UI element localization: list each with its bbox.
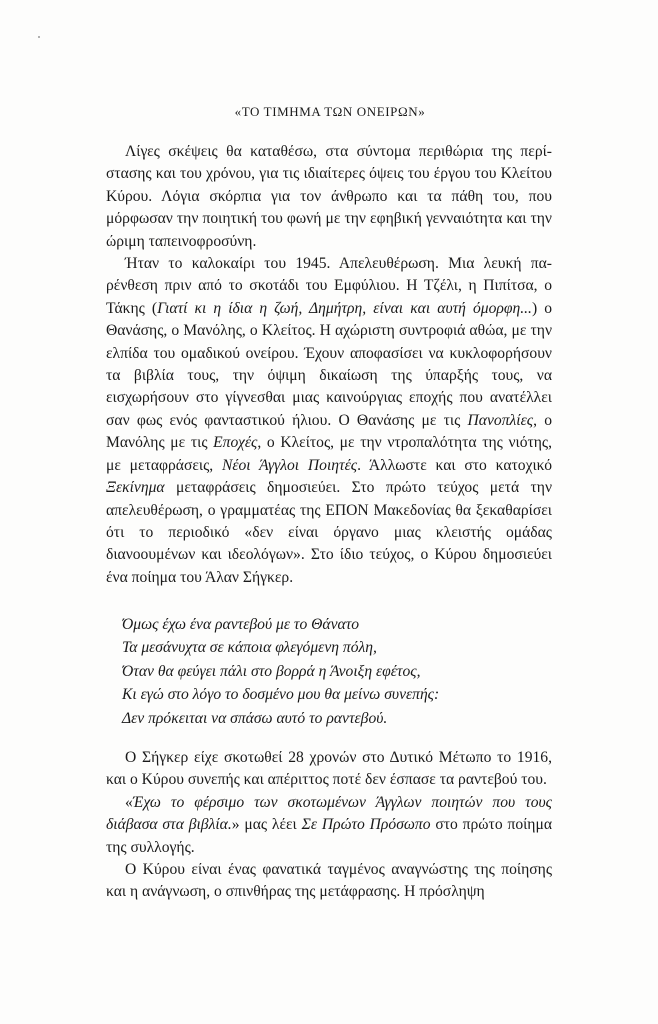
body-text-top xyxy=(106,141,552,589)
paragraph xyxy=(106,141,552,253)
italic-text: Σε Πρώτο Πρόσωπο xyxy=(301,816,431,834)
text-run: « xyxy=(125,793,133,811)
italic-text: Πανοπλίες xyxy=(467,411,534,429)
paragraph xyxy=(106,253,552,589)
paragraph xyxy=(106,792,552,859)
text-run: , ο Κλείτος, με την ντροπαλότητα της νιότης, με μεταφράσεις, xyxy=(106,434,552,474)
text-run: » μας λέει xyxy=(231,816,302,834)
poem-line: Κι εγώ στο λόγο το δοσμένο μου θα μείνω συνεπής: xyxy=(122,686,440,704)
text-run: Λίγες σκέψεις θα καταθέσω, στα σύντομα περιθώρια της περίστασης και του χρόνου, για τις ιδιαίτερες όψεις του έργου του Κλείτου Κύρου. Λόγια σκόρπια για τον άνθρωπο και τα πάθη του, που μόρφωσαν την ποιητική του φωνή με την εφηβική γενναιότητα και την ώριμη ταπεινοφροσύνη. xyxy=(106,143,552,250)
italic-text: Έχω το φέρσιμο των σκοτωμένων Άγγλων ποιητών που τους διάβασα στα βιβλία. xyxy=(106,793,552,834)
poem-line: Τα μεσάνυχτα σε κάποια φλεγόμενη πόλη, xyxy=(122,639,377,657)
text-run: Ο Κύρου είναι ένας φανατικά ταγμένος αναγνώστης της ποίησης και η ανάγνωση, ο σπινθήρας της μετάφρασης. Η πρόσληψη xyxy=(106,861,552,901)
text-run: Ο Σήγκερ είχε σκοτωθεί 28 χρονών στο Δυτικό Μέτωπο το 1916, και ο Κύρου συνεπής και απέριττος ποτέ δεν έσπασε τα ραντεβού του. xyxy=(106,749,552,789)
text-run: , ο Μανόλης με τις xyxy=(106,411,552,452)
text-run: στο πρώτο ποίημα της συλλογής. xyxy=(106,816,552,856)
text-run: μεταφράσεις δημοσιεύει. Στο πρώτο τεύχος μετά την απελευθέρωση, ο γραμματέας της ΕΠΟΝ Μακεδονίας θα ξεκαθαρίσει ότι το περιοδικό «δεν είναι όργανο μιας κλειστής ομάδας διανοουμένων και ιδεολόγων». Στο ίδιο τεύχος, ο Κύρου δημοσιεύει ένα ποίημα του Άλαν Σήγκερ. xyxy=(106,479,552,586)
italic-text: Νέοι Άγγλοι Ποιητές xyxy=(221,456,358,474)
paragraph xyxy=(106,747,552,792)
text-run: ) ο Θανάσης, ο Μανόλης, ο Κλείτος. Η αχώριστη συντροφιά αθώα, με την ελπίδα του ομαδικού ονείρου. Έχουν αποφασίσει να κυκλοφορήσουν τα βιβλία τους, την όψιμη δικαίωση της ύπαρξής τους, να εισχωρήσουν στο γίγνεσθαι μιας καινούργιας εποχής που ανατέλλει σαν φως ενός φανταστικού ήλιου. Ο Θανάσης με τις xyxy=(106,299,553,429)
text-run: . Άλλωστε και στο κατοχικό xyxy=(357,456,552,474)
italic-text: Γιατί κι η ίδια η ζωή, Δημήτρη, είναι και αυτή όμορφη... xyxy=(157,299,532,317)
body-text-bottom xyxy=(106,747,552,904)
paragraph xyxy=(106,859,552,904)
chapter-heading: «ΤΟ ΤΙΜΗΜΑ ΤΩΝ ΟΝΕΙΡΩΝ» xyxy=(234,104,426,119)
poem-line: Δεν πρόκειται να σπάσω αυτό το ραντεβού. xyxy=(122,709,388,727)
poem-line: Όταν θα φεύγει πάλι στο βορρά η Άνοιξη εφέτος, xyxy=(122,662,421,680)
poem-quote xyxy=(122,613,552,730)
italic-text: Εποχές xyxy=(213,434,258,452)
italic-text: Ξεκίνημα xyxy=(106,479,165,497)
text-run: Ήταν το καλοκαίρι του 1945. Απελευθέρωση. Μια λευκή παρένθεση πριν από το σκοτάδι του Εμφύλιου. Η Τζέλι, η Πιπίτσα, ο Τάκης ( xyxy=(106,255,552,317)
poem-line: Όμως έχω ένα ραντεβού με το Θάνατο xyxy=(122,616,360,633)
page-speck xyxy=(38,36,40,38)
